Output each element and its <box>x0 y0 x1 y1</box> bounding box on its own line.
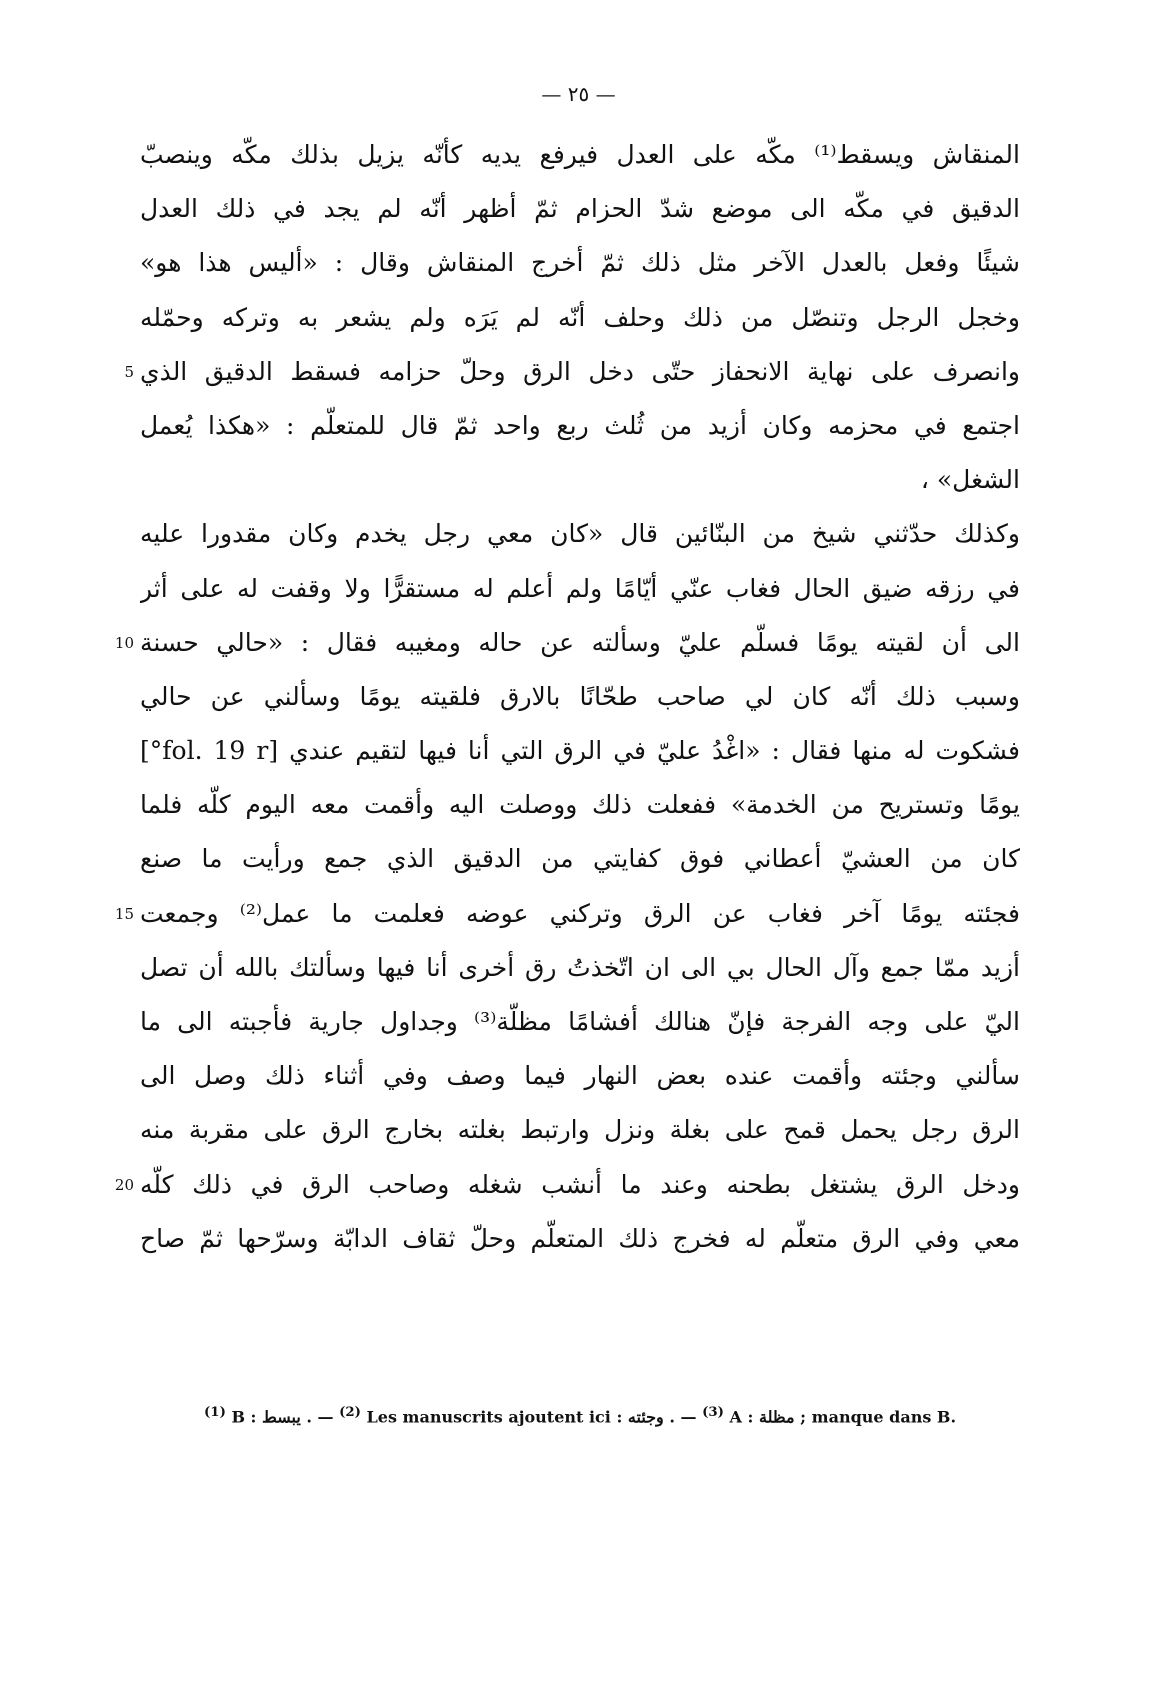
footnote-1-arabic: يبسط <box>262 1407 301 1427</box>
line-number-marker: 20 <box>114 1175 134 1194</box>
text-line: فشكوت له منها فقال : «اغْدُ عليّ في الرق التي أنا فيها لتقيم عندي [fol. 19 r°] <box>140 736 1020 766</box>
text-line: شيئًا وفعل بالعدل الآخر مثل ذلك ثمّ أخرج المنقاش وقال : «أليس هذا هو» <box>140 248 1020 278</box>
text-line: وكذلك حدّثني شيخ من البنّائين قال «كان معي رجل يخدم وكان مقدورا عليه <box>140 519 1020 549</box>
text-line: أزيد ممّا جمع وآل الحال بي الى ان اتّخذتُ رق أخرى أنا فيها وسألتك بالله أن تصل <box>140 952 1020 982</box>
footnote-3-tail: ; manque dans B. <box>800 1407 957 1427</box>
footnote-2-text: Les manuscrits ajoutent ici : <box>366 1407 623 1427</box>
page-number: — ٢٥ — <box>541 82 616 106</box>
text-line: المنقاش ويسقط⁽¹⁾ مكّه على العدل فيرفع يديه كأنّه يزيل بذلك مكّه وينصبّ <box>140 140 1020 169</box>
text-line: معي وفي الرق متعلّم له فخرج ذلك المتعلّم وحلّ ثقاف الدابّة وسرّحها ثمّ صاح <box>140 1223 1020 1253</box>
text-line: وخجل الرجل وتنصّل من ذلك وحلف أنّه لم يَرَه ولم يشعر به وتركه وحمّله <box>140 302 1020 332</box>
text-line: وسبب ذلك أنّه كان لي صاحب طحّانًا بالارق فلقيته يومًا وسألني عن حالي <box>140 681 1020 711</box>
line-number-marker: 10 <box>114 633 134 652</box>
footnote-3-text: A : <box>729 1407 754 1427</box>
footnote-separator: . — <box>306 1407 334 1427</box>
footnote-3-mark: (3) <box>702 1404 724 1420</box>
text-line: الى أن لقيته يومًا فسلّم عليّ وسألته عن حاله ومغيبه فقال : «حالي حسنة <box>140 627 1020 657</box>
line-number-marker: 5 <box>124 362 134 381</box>
text-line: الشغل» ، <box>920 465 1020 495</box>
text-line: كان من العشيّ أعطاني فوق كفايتي من الدقيق الذي جمع ورأيت ما صنع <box>140 844 1020 874</box>
footnote-1-text: B : <box>231 1407 257 1427</box>
text-line: اليّ على وجه الفرجة فإنّ هنالك أفشامًا مظلّة⁽³⁾ وجداول جارية فأجبته الى ما <box>140 1007 1020 1036</box>
footnote-2-mark: (2) <box>339 1404 361 1420</box>
line-number-marker: 15 <box>114 904 134 923</box>
body-text <box>140 128 1020 1266</box>
text-line: اجتمع في محزمه وكان أزيد من ثُلث ربع واحد ثمّ قال للمتعلّم : «هكذا يُعمل <box>140 410 1020 440</box>
footnote-2-arabic: وجئته <box>627 1407 664 1427</box>
text-line: الرق رجل يحمل قمح على بغلة ونزل وارتبط بغلته بخارج الرق على مقربة منه <box>140 1115 1020 1145</box>
footnotes <box>140 1404 1020 1426</box>
footnote-3-arabic: مظلة <box>759 1407 795 1427</box>
text-line: الدقيق في مكّه الى موضع شدّ الحزام ثمّ أظهر أنّه لم يجد في ذلك العدل <box>140 194 1020 224</box>
text-line: فجئته يومًا آخر فغاب عن الرق وتركني عوضه فعلمت ما عمل⁽²⁾ وجمعت <box>140 898 1020 928</box>
text-line: يومًا وتستريح من الخدمة» ففعلت ذلك ووصلت اليه وأقمت معه اليوم كلّه فلما <box>140 790 1020 820</box>
footnote-separator: . — <box>669 1407 697 1427</box>
text-line: سألني وجئته وأقمت عنده بعض النهار فيما وصف وفي أثناء ذلك وصل الى <box>140 1061 1020 1091</box>
footnote-1-mark: (1) <box>203 1404 226 1420</box>
text-line: في رزقه ضيق الحال فغاب عنّي أيّامًا ولم أعلم له مستقرًّا ولا وقفت له على أثر <box>140 573 1020 603</box>
text-line: ودخل الرق يشتغل بطحنه وعند ما أنشب شغله وصاحب الرق في ذلك كلّه <box>140 1169 1020 1199</box>
text-line: وانصرف على نهاية الانحفاز حتّى دخل الرق وحلّ حزامه فسقط الدقيق الذي <box>140 356 1020 386</box>
